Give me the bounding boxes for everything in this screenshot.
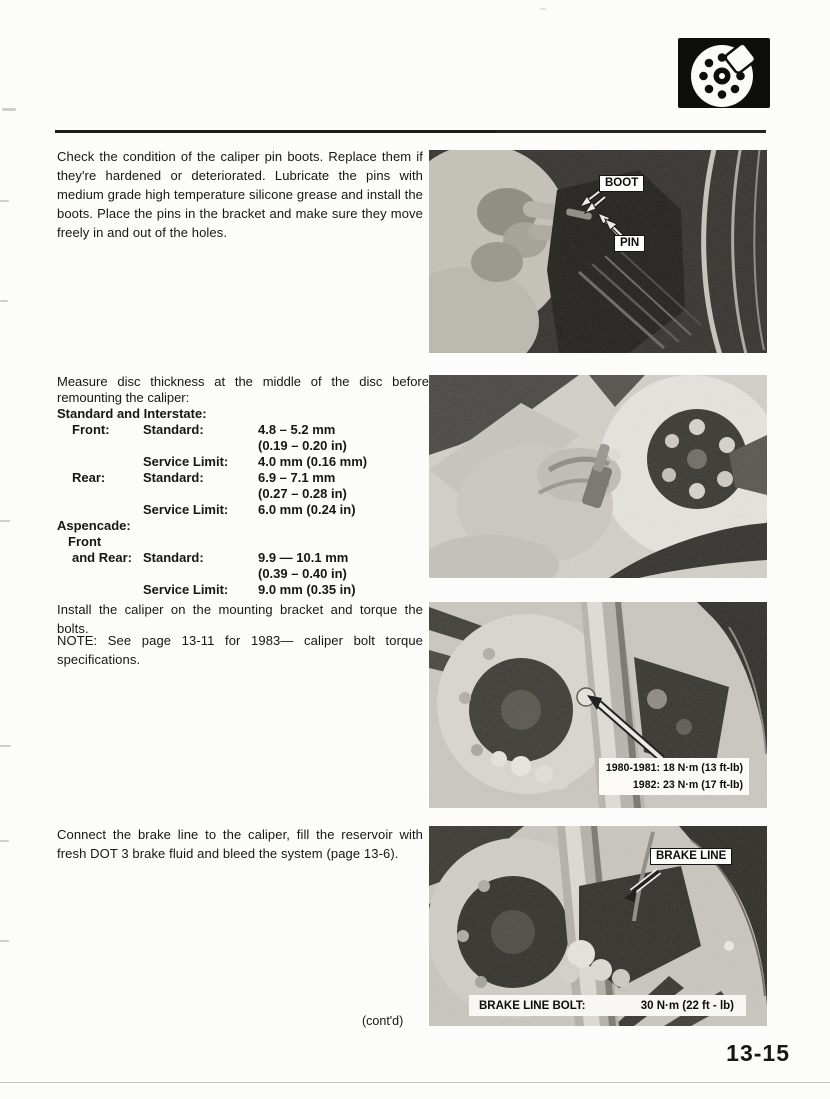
torque-line-1: 1980-1981: 18 N·m (13 ft-lb)	[605, 762, 743, 774]
spec-table	[57, 374, 429, 598]
scan-artifact	[0, 940, 9, 942]
spec-item	[57, 502, 143, 518]
para-note: NOTE: See page 13-11 for 1983— caliper bolt torque specifications.	[57, 633, 423, 667]
spec-kind: Standard:	[143, 550, 204, 565]
photo-disc-measure	[429, 375, 767, 578]
bottom-rule	[0, 1082, 830, 1083]
spec-item	[57, 486, 143, 502]
scan-artifact	[2, 108, 16, 111]
scan-artifact	[0, 520, 10, 522]
spec-group-subheading: Front	[68, 534, 102, 549]
photo-caliper-pin-boots	[429, 150, 767, 353]
spec-group-heading: Standard and Interstate:	[57, 406, 207, 421]
spec-value: 6.0 mm (0.24 in)	[258, 502, 356, 517]
brake-line-bolt-caption	[469, 995, 746, 1016]
spec-kind	[143, 438, 258, 454]
spec-item: Rear:	[72, 470, 106, 485]
scan-artifact	[0, 745, 11, 747]
spec-value: 9.0 mm (0.35 in)	[258, 582, 356, 597]
spec-row	[57, 438, 429, 454]
para-measure-intro: Measure disc thickness at the middle of the disc before remounting the caliper:	[57, 374, 429, 405]
photo1-art	[429, 150, 767, 353]
spec-kind: Standard:	[143, 422, 204, 437]
brake-disc-caliper-icon	[678, 38, 770, 108]
spec-item	[57, 454, 143, 470]
spec-kind: Standard:	[143, 470, 204, 485]
spec-value: 6.9 – 7.1 mm	[258, 470, 336, 485]
spec-item	[57, 582, 143, 598]
torque-label	[599, 758, 749, 795]
torque-line-2: 1982: 23 N·m (17 ft-lb)	[632, 778, 743, 791]
spec-kind: Service Limit:	[143, 582, 229, 597]
pin-label: PIN	[614, 235, 645, 252]
spec-value: (0.27 – 0.28 in)	[258, 486, 347, 501]
scan-artifact	[0, 300, 8, 302]
scan-artifact	[540, 8, 546, 10]
spec-value: 4.0 mm (0.16 mm)	[258, 454, 368, 469]
brake-disc-caliper-icon-svg	[678, 38, 770, 108]
spec-item	[57, 566, 143, 582]
spec-item	[57, 438, 143, 454]
spec-item: and Rear:	[72, 550, 132, 565]
scan-artifact	[0, 200, 9, 202]
page-number: 13-15	[726, 1040, 790, 1066]
spec-group-heading: Aspencade:	[57, 518, 131, 533]
para-install: Install the caliper on the mounting bracket and torque the bolts.	[57, 602, 423, 636]
spec-row	[57, 550, 429, 566]
boot-label: BOOT	[599, 175, 644, 192]
spec-row	[57, 454, 429, 470]
header-rule	[55, 130, 766, 133]
brake-line-label: BRAKE LINE	[650, 848, 732, 865]
contd-note: (cont'd)	[362, 1014, 404, 1028]
caption-right: 30 N·m (22 ft - lb)	[640, 999, 734, 1012]
spec-row	[57, 566, 429, 582]
spec-kind	[143, 486, 258, 502]
spec-value: 9.9 — 10.1 mm	[258, 550, 349, 565]
photo-brake-line	[429, 826, 767, 1026]
spec-row	[57, 422, 429, 438]
spec-row	[57, 486, 429, 502]
spec-row	[57, 502, 429, 518]
caption-left: BRAKE LINE BOLT:	[479, 999, 586, 1012]
para-connect: Connect the brake line to the caliper, fill the reservoir with fresh DOT 3 brake fluid and bleed the system (page 13-6).	[57, 827, 423, 861]
spec-value: 4.8 – 5.2 mm	[258, 422, 336, 437]
spec-item: Front:	[72, 422, 110, 437]
spec-value: (0.19 – 0.20 in)	[258, 438, 347, 453]
photo-caliper-torque	[429, 602, 767, 808]
para-pin-boots: Check the condition of the caliper pin boots. Replace them if they're hardened or deteriorated. Lubricate the pins with medium grade high temperature silicone grease and install the boots. Place the pins in the bracket and make sure they move freely in and out of the holes.	[57, 149, 423, 240]
photo2-art	[429, 375, 767, 578]
scan-artifact	[0, 840, 9, 842]
spec-kind: Service Limit:	[143, 502, 229, 517]
spec-row	[57, 582, 429, 598]
spec-row	[57, 470, 429, 486]
spec-value: (0.39 – 0.40 in)	[258, 566, 347, 581]
spec-kind: Service Limit:	[143, 454, 229, 469]
spec-kind	[143, 566, 258, 582]
